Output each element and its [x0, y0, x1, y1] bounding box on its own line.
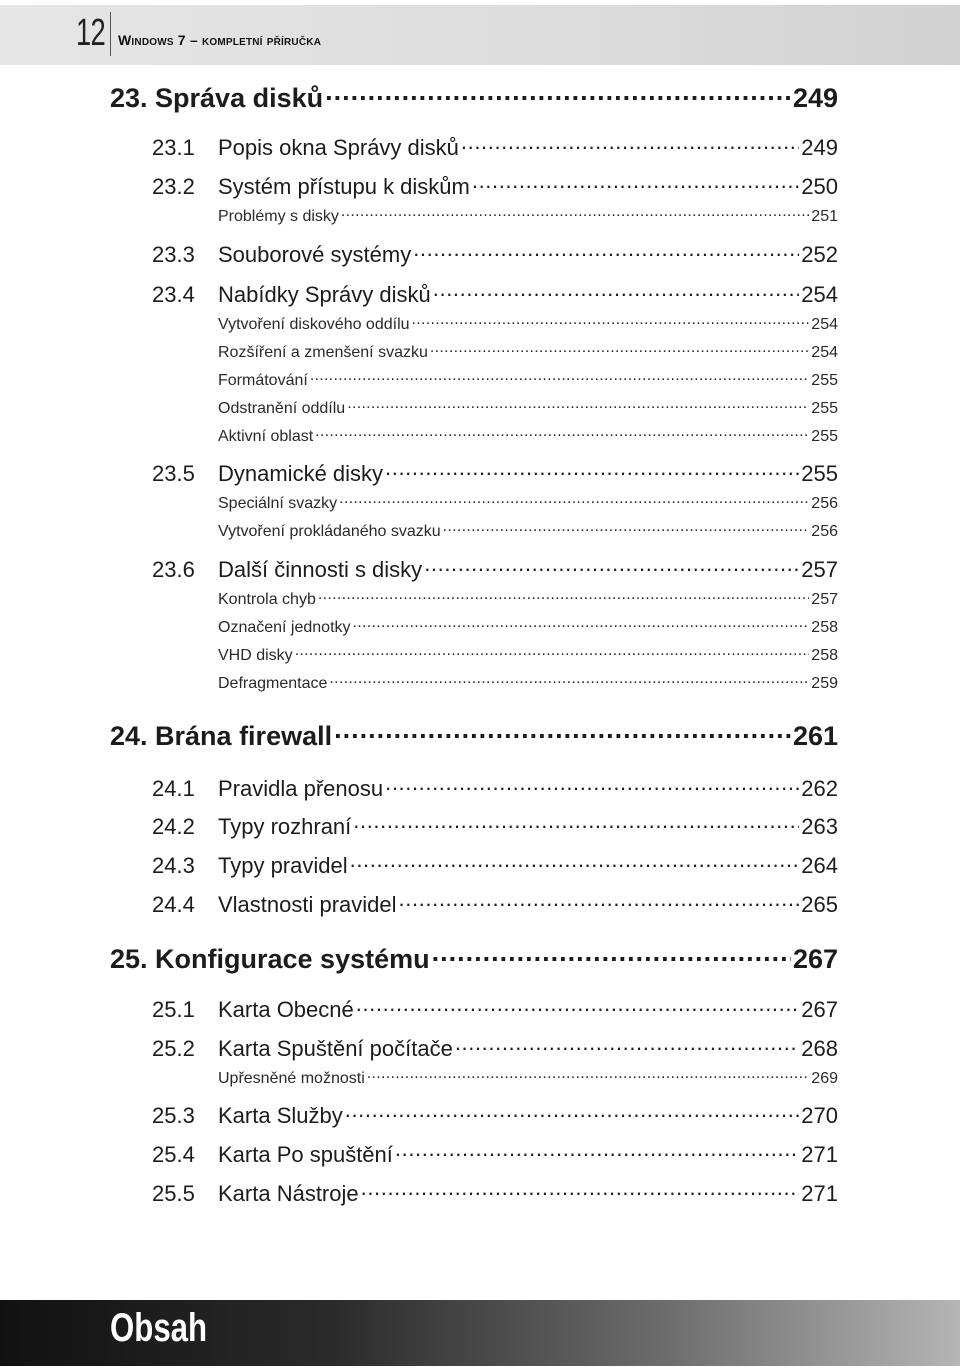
toc-entry-page: 271	[801, 1181, 838, 1206]
toc-section-25-3[interactable]	[152, 1101, 838, 1129]
toc-entry-title: Formátování	[218, 372, 308, 389]
toc-entry-title: 23. Správa disků	[110, 83, 324, 113]
toc-section-25-5[interactable]	[152, 1179, 838, 1207]
dot-leader	[329, 672, 809, 688]
dot-leader	[432, 941, 791, 968]
toc-section-25-2[interactable]	[152, 1034, 838, 1062]
toc-section-23-4[interactable]	[152, 280, 838, 308]
dot-leader	[356, 995, 800, 1017]
dot-leader	[353, 616, 810, 632]
toc-entry-title: 25. Konfigurace systému	[110, 944, 430, 974]
toc-entry-page: 263	[801, 814, 838, 839]
toc-entry-page: 249	[801, 135, 838, 160]
toc-entry-page: 258	[811, 619, 838, 636]
toc-section-23-6[interactable]	[152, 555, 838, 583]
toc-subsection[interactable]	[218, 672, 838, 693]
toc-entry-title: Popis okna Správy disků	[218, 135, 459, 160]
toc-chapter-25[interactable]	[110, 941, 838, 975]
toc-entry-page: 270	[801, 1103, 838, 1128]
toc-section-number: 23.2	[152, 174, 195, 199]
toc-entry-title: 24. Brána firewall	[110, 721, 333, 751]
toc-entry-title: Označení jednotky	[218, 619, 351, 636]
dot-leader	[361, 1179, 800, 1201]
dot-leader	[412, 313, 810, 329]
toc-entry-title: Pravidla přenosu	[218, 776, 384, 801]
toc-section-number: 25.4	[152, 1142, 195, 1167]
toc-entry-page: 265	[801, 892, 838, 917]
toc-entry-page: 256	[811, 523, 838, 540]
dot-leader	[395, 1140, 799, 1162]
toc-subsection[interactable]	[218, 588, 838, 609]
toc-entry-page: 257	[801, 557, 838, 582]
toc-entry-page: 261	[792, 721, 838, 751]
toc-entry-title: Dynamické disky	[218, 461, 384, 486]
toc-subsection[interactable]	[218, 205, 838, 226]
toc-entry-title: Karta Nástroje	[218, 1181, 359, 1206]
toc-section-number: 23.4	[152, 282, 195, 307]
toc-entry-title: Typy pravidel	[218, 853, 348, 878]
dot-leader	[433, 280, 800, 302]
toc-section-number: 23.5	[152, 461, 195, 486]
dot-leader	[413, 240, 799, 262]
toc-entry-page: 264	[801, 853, 838, 878]
toc-entry-page: 254	[811, 316, 838, 333]
toc-entry-title: Vytvoření diskového oddílu	[218, 316, 410, 333]
toc-entry-page: 254	[811, 344, 838, 361]
toc-subsection[interactable]	[218, 425, 838, 446]
toc-entry-page: 254	[801, 282, 838, 307]
toc-entry-title: Problémy s disky	[218, 208, 339, 225]
toc-entry-page: 255	[801, 461, 838, 486]
dot-leader	[347, 397, 809, 413]
dot-leader	[367, 1067, 810, 1083]
toc-entry-page: 255	[811, 372, 838, 389]
toc-entry-page: 267	[801, 997, 838, 1022]
toc-entry-title: Defragmentace	[218, 675, 328, 692]
toc-entry-page: 252	[801, 242, 838, 267]
dot-leader	[345, 1101, 800, 1123]
toc-subsection[interactable]	[218, 341, 838, 362]
toc-section-number: 25.5	[152, 1181, 195, 1206]
toc-entry-page: 257	[811, 591, 838, 608]
toc-entry-title: Karta Po spuštění	[218, 1142, 393, 1167]
dot-leader	[339, 492, 809, 508]
dot-leader	[399, 890, 800, 912]
dot-leader	[443, 520, 810, 536]
book-title: Windows 7 – kompletní příručka	[118, 32, 322, 48]
toc-section-23-1[interactable]	[152, 133, 838, 161]
dot-leader	[334, 718, 791, 745]
toc-entry-title: Vlastnosti pravidel	[218, 892, 397, 917]
toc-section-number: 24.2	[152, 814, 195, 839]
toc-entry-page: 250	[801, 174, 838, 199]
toc-subsection[interactable]	[218, 520, 838, 541]
toc-entry-title: Upřesněné možnosti	[218, 1070, 365, 1087]
toc-section-23-5[interactable]	[152, 459, 838, 487]
toc-entry-title: Karta Obecné	[218, 997, 354, 1022]
header-divider	[110, 12, 111, 56]
toc-entry-title: Nabídky Správy disků	[218, 282, 431, 307]
toc-subsection[interactable]	[218, 492, 838, 513]
toc-entry-page: 255	[811, 428, 838, 445]
toc-entry-title: Karta Služby	[218, 1103, 343, 1128]
toc-section-number: 23.3	[152, 242, 195, 267]
toc-entry-page: 267	[792, 944, 838, 974]
dot-leader	[472, 172, 799, 194]
toc-section-number: 24.4	[152, 892, 195, 917]
toc-section-number: 25.3	[152, 1103, 195, 1128]
section-title: Obsah	[110, 1306, 208, 1350]
toc-subsection[interactable]	[218, 369, 838, 390]
toc-section-number: 25.1	[152, 997, 195, 1022]
toc-section-number: 25.2	[152, 1036, 195, 1061]
toc-section-number: 23.6	[152, 557, 195, 582]
dot-leader	[315, 425, 809, 441]
toc-entry-title: Typy rozhraní	[218, 814, 352, 839]
toc-entry-page: 262	[801, 776, 838, 801]
toc-entry-title: Další činnosti s disky	[218, 557, 423, 582]
toc-subsection[interactable]	[218, 313, 838, 334]
toc-entry-title: Aktivní oblast	[218, 428, 314, 445]
toc-subsection[interactable]	[218, 1067, 838, 1088]
toc-entry-page: 271	[801, 1142, 838, 1167]
toc-entry-title: Souborové systémy	[218, 242, 412, 267]
toc-entry-title: Rozšíření a zmenšení svazku	[218, 344, 428, 361]
dot-leader	[430, 341, 809, 357]
toc-entry-page: 255	[811, 400, 838, 417]
toc-section-23-2[interactable]	[152, 172, 838, 200]
toc-entry-page: 259	[811, 675, 838, 692]
dot-leader	[341, 205, 809, 221]
toc-entry-page: 268	[801, 1036, 838, 1061]
dot-leader	[461, 133, 799, 155]
toc-section-23-3[interactable]	[152, 240, 838, 268]
toc-entry-page: 256	[811, 495, 838, 512]
toc-entry-title: Speciální svazky	[218, 495, 338, 512]
toc-chapter-24[interactable]	[110, 718, 838, 752]
toc-section-25-4[interactable]	[152, 1140, 838, 1168]
dot-leader	[295, 644, 810, 660]
page-number: 12	[76, 12, 106, 54]
toc-section-24-4[interactable]	[152, 890, 838, 918]
dot-leader	[325, 80, 791, 107]
toc-entry-title: Odstranění oddílu	[218, 400, 346, 417]
toc-subsection[interactable]	[218, 397, 838, 418]
toc-entry-title: Systém přístupu k diskům	[218, 174, 470, 199]
toc-section-number: 24.3	[152, 853, 195, 878]
dot-leader	[310, 369, 809, 385]
toc-section-24-1[interactable]	[152, 774, 838, 802]
toc-section-24-2[interactable]	[152, 812, 838, 840]
dot-leader	[350, 851, 800, 873]
dot-leader	[318, 588, 809, 604]
toc-entry-title: Kontrola chyb	[218, 591, 316, 608]
toc-entry-page: 258	[811, 647, 838, 664]
toc-entry-page: 251	[811, 208, 838, 225]
dot-leader	[455, 1034, 799, 1056]
toc-section-number: 23.1	[152, 135, 195, 160]
dot-leader	[353, 812, 799, 834]
toc-chapter-23[interactable]	[110, 80, 838, 114]
dot-leader	[385, 774, 799, 796]
toc-section-25-1[interactable]	[152, 995, 838, 1023]
dot-leader	[385, 459, 799, 481]
toc-subsection[interactable]	[218, 616, 838, 637]
toc-entry-page: 249	[792, 83, 838, 113]
toc-entry-page: 269	[811, 1070, 838, 1087]
toc-subsection[interactable]	[218, 644, 838, 665]
toc-entry-title: Vytvoření prokládaného svazku	[218, 523, 441, 540]
toc-section-24-3[interactable]	[152, 851, 838, 879]
toc-entry-title: VHD disky	[218, 647, 293, 664]
toc-entry-title: Karta Spuštění počítače	[218, 1036, 453, 1061]
dot-leader	[424, 555, 799, 577]
toc-section-number: 24.1	[152, 776, 195, 801]
